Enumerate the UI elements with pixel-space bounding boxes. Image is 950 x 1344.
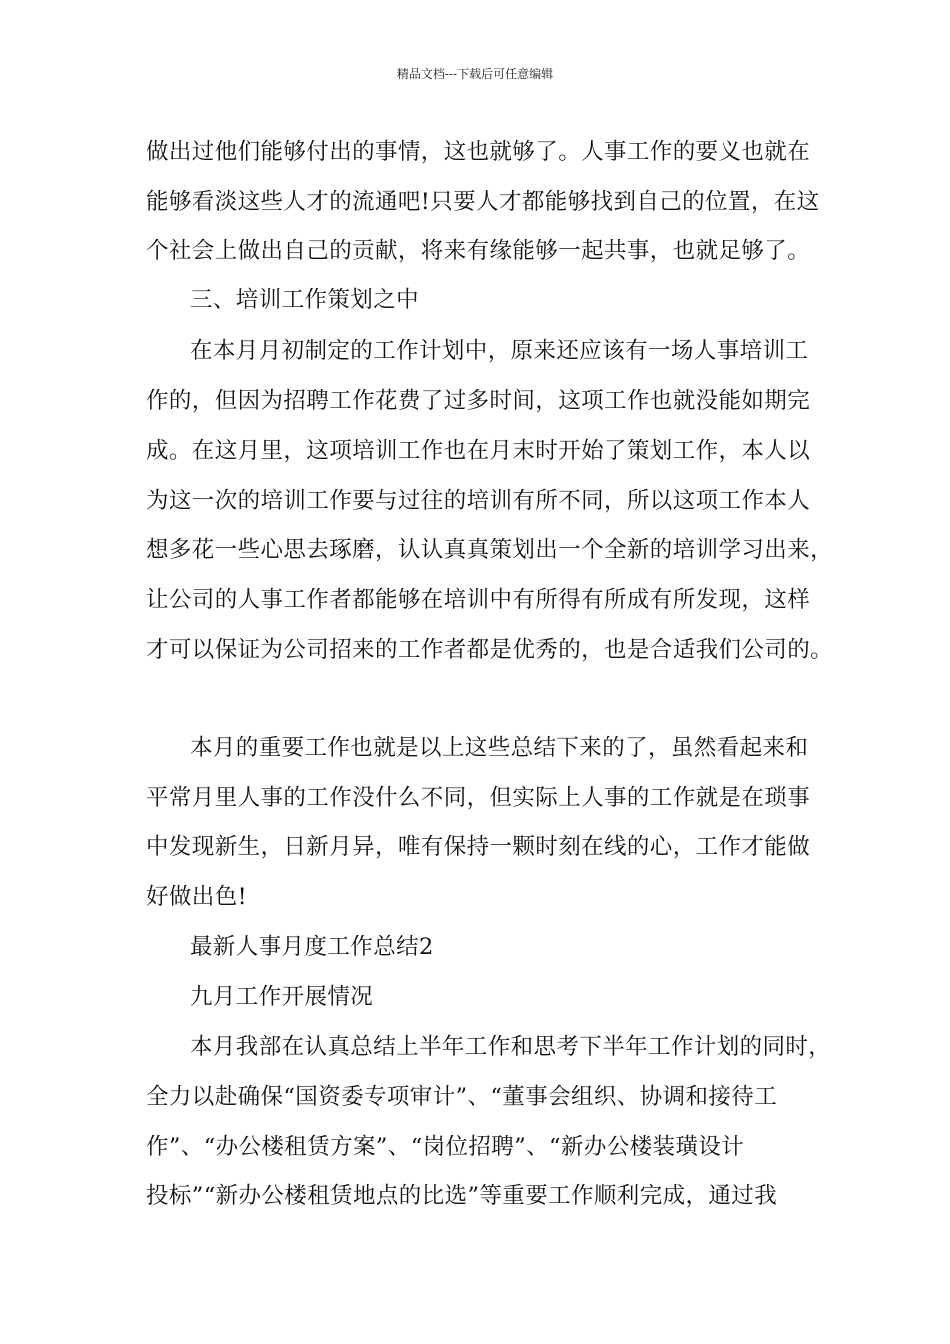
page-header: 精品文档---下载后可任意编辑 <box>396 67 554 81</box>
document-title: 最新人事月度工作总结2 <box>190 934 434 960</box>
body-text-line: 全力以赴确保“国资委专项审计”、“董事会组织、协调和接待工 <box>146 1084 778 1110</box>
body-text-line: 成。在这月里，这项培训工作也在月末时开始了策划工作，本人以 <box>146 438 811 464</box>
body-text-line: 能够看淡这些人才的流通吧!只要人才都能够找到自己的位置，在这 <box>146 189 820 215</box>
body-text-line: 作”、“办公楼租赁方案”、“岗位招聘”、“新办公楼装璜设计 <box>146 1134 745 1160</box>
section-heading: 九月工作开展情况 <box>190 984 374 1010</box>
body-text-line: 想多花一些心思去琢磨，认认真真策划出一个全新的培训学习出来， <box>146 537 834 563</box>
body-text-line: 让公司的人事工作者都能够在培训中有所得有所成有所发现，这样 <box>146 587 811 613</box>
body-text-line: 中发现新生，日新月异，唯有保持一颗时刻在线的心，工作才能做 <box>146 834 811 860</box>
body-text-line: 平常月里人事的工作没什么不同，但实际上人事的工作就是在琐事 <box>146 785 811 811</box>
body-text-line: 作的，但因为招聘工作花费了过多时间，这项工作也就没能如期完 <box>146 388 811 414</box>
body-text-line: 本月的重要工作也就是以上这些总结下来的了，虽然看起来和 <box>190 735 809 761</box>
body-text-line: 在本月月初制定的工作计划中，原来还应该有一场人事培训工 <box>190 338 809 364</box>
body-text-line: 为这一次的培训工作要与过往的培训有所不同，所以这项工作本人 <box>146 488 811 514</box>
section-heading: 三、培训工作策划之中 <box>190 287 420 313</box>
body-text-line: 好做出色! <box>146 884 248 910</box>
body-text-line: 才可以保证为公司招来的工作者都是优秀的，也是合适我们公司的。 <box>146 637 834 663</box>
body-text-line: 个社会上做出自己的贡献，将来有缘能够一起共事，也就足够了。 <box>146 238 811 264</box>
body-text-line: 做出过他们能够付出的事情，这也就够了。人事工作的要义也就在 <box>146 139 811 165</box>
body-text-line: 投标”“新办公楼租赁地点的比选”等重要工作顺利完成，通过我 <box>146 1183 778 1209</box>
body-text-line: 本月我部在认真总结上半年工作和思考下半年工作计划的同时， <box>190 1034 832 1060</box>
